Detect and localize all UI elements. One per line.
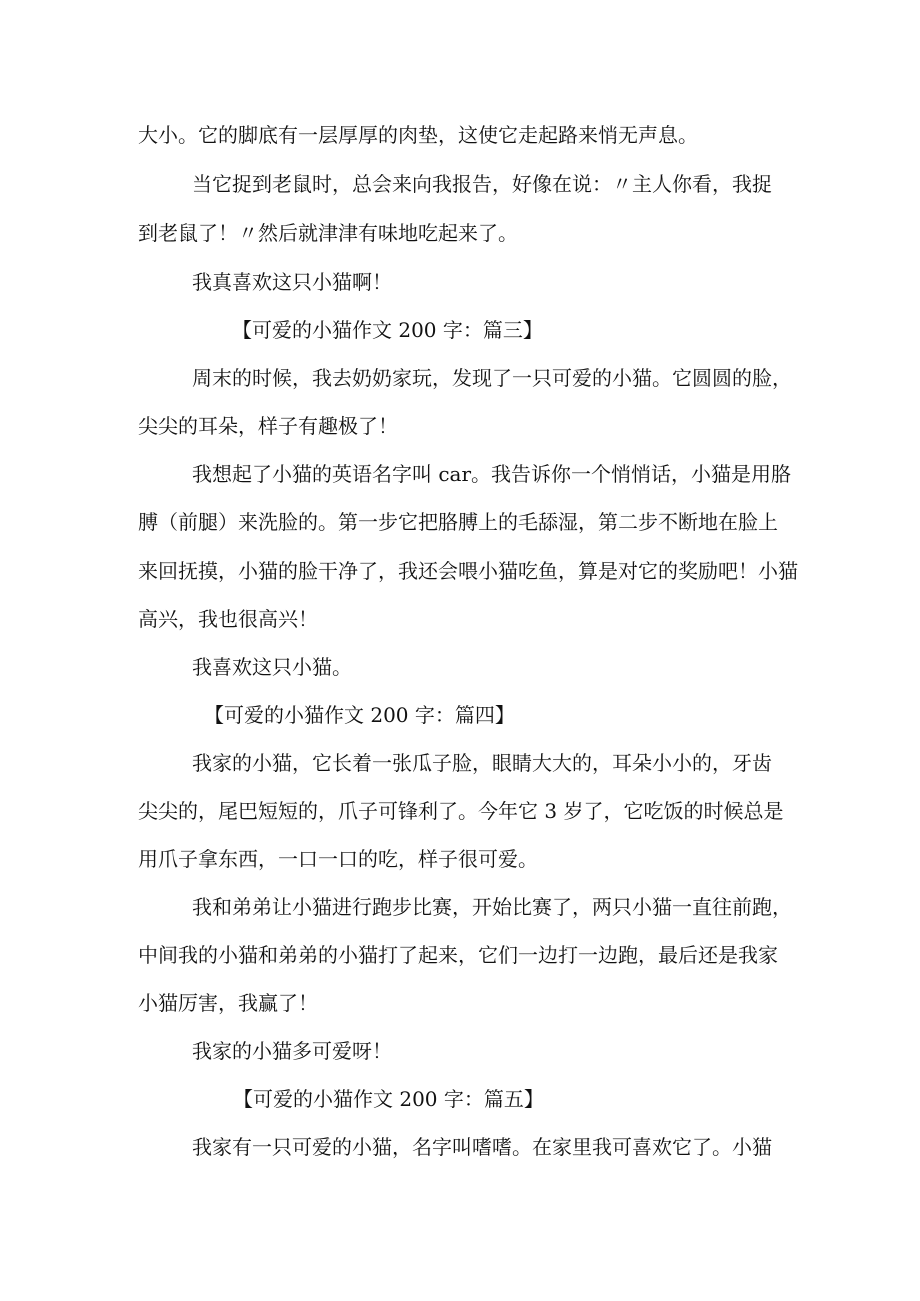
section-heading: 【可爱的小猫作文 200 字：篇五】	[233, 1087, 544, 1111]
text-line: 尖尖的耳朵，样子有趣极了！	[138, 414, 398, 438]
text-line: 大小。它的脚底有一层厚厚的肉垫，这使它走起路来悄无声息。	[138, 123, 698, 147]
text-line: 膊（前腿）来洗脸的。第一步它把胳膊上的毛舔湿，第二步不断地在脸上	[138, 510, 778, 534]
text-line: 中间我的小猫和弟弟的小猫打了起来，它们一边打一边跑，最后还是我家	[138, 943, 778, 967]
text-line: 用爪子拿东西，一口一口的吃，样子很可爱。	[138, 847, 538, 871]
text-line: 到老鼠了！〃然后就津津有味地吃起来了。	[138, 221, 518, 245]
text-line: 来回抚摸，小猫的脸干净了，我还会喂小猫吃鱼，算是对它的奖励吧！小猫	[138, 559, 798, 583]
text-line: 周末的时候，我去奶奶家玩，发现了一只可爱的小猫。它圆圆的脸，	[192, 366, 792, 390]
section-heading: 【可爱的小猫作文 200 字：篇三】	[232, 318, 543, 342]
text-line: 我家有一只可爱的小猫，名字叫嗜嗜。在家里我可喜欢它了。小猫	[192, 1135, 772, 1159]
text-line: 我家的小猫，它长着一张瓜子脸，眼睛大大的，耳朵小小的，牙齿	[192, 751, 772, 775]
text-line: 小猫厉害，我赢了！	[138, 991, 318, 1015]
text-line: 我和弟弟让小猫进行跑步比赛，开始比赛了，两只小猫一直往前跑，	[192, 895, 792, 919]
text-line: 我喜欢这只小猫。	[192, 655, 352, 679]
text-line: 我想起了小猫的英语名字叫 car。我告诉你一个悄悄话，小猫是用胳	[192, 462, 792, 486]
text-line: 我家的小猫多可爱呀！	[192, 1039, 392, 1063]
text-line: 我真喜欢这只小猫啊！	[192, 270, 392, 294]
section-heading: 【可爱的小猫作文 200 字：篇四】	[204, 703, 515, 727]
text-line: 当它捉到老鼠时，总会来向我报告，好像在说：〃主人你看，我捉	[192, 172, 772, 196]
text-line: 尖尖的，尾巴短短的，爪子可锋利了。今年它 3 岁了，它吃饭的时候总是	[138, 799, 784, 823]
text-line: 高兴，我也很高兴！	[138, 607, 318, 631]
